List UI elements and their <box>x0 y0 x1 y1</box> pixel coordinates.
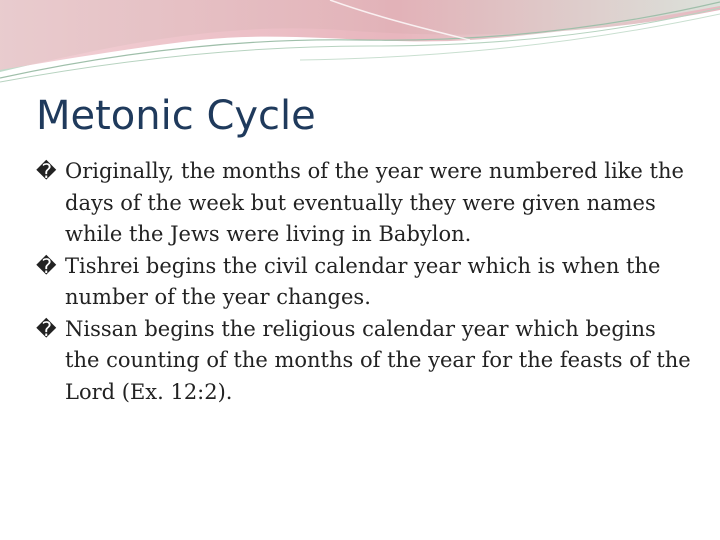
bullet-item <box>36 251 696 314</box>
bullet-item <box>36 314 696 409</box>
bullet-text: Tishrei begins the civil calendar year which is when the number of the year changes. <box>65 253 661 309</box>
bullet-list <box>36 156 696 408</box>
decorative-wave-banner <box>0 0 720 90</box>
bullet-marker-icon: � <box>36 159 57 183</box>
bullet-text: Originally, the months of the year were numbered like the days of the week but eventually they were given names while the Jews were living in Babylon. <box>65 159 684 246</box>
slide-title: Metonic Cycle <box>36 93 316 139</box>
bullet-marker-icon: � <box>36 253 57 278</box>
bullet-text: Nissan begins the religious calendar year which begins the counting of the months of the year for the feasts of the Lord (Ex. 12:2). <box>65 316 691 404</box>
bullet-item <box>36 156 696 251</box>
bullet-marker-icon: � <box>36 316 57 341</box>
